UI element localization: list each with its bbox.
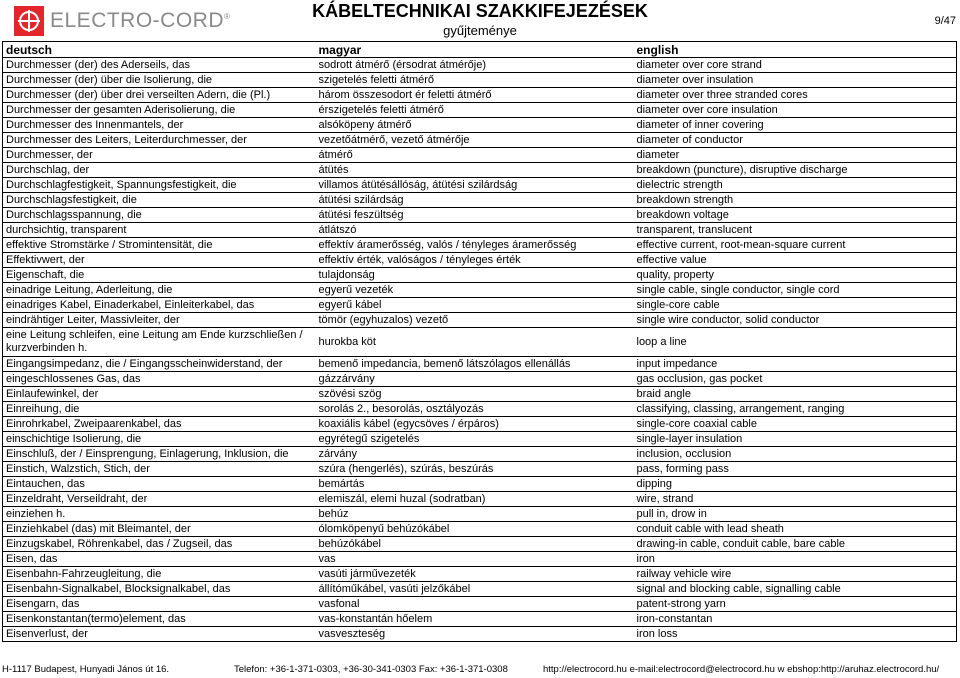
- term-german: Durchmesser (der) über die Isolierung, die: [3, 73, 316, 88]
- term-english: diameter over insulation: [634, 73, 957, 88]
- logo-text: ELECTRO-CORD: [50, 9, 225, 32]
- term-hungarian: tulajdonság: [316, 268, 634, 283]
- footer-phone: Telefon: +36-1-371-0303, +36-30-341-0303 Fax: +36-1-371-0308: [234, 664, 508, 675]
- term-german: Einziehkabel (das) mit Bleimantel, der: [3, 522, 316, 537]
- table-row: [3, 627, 957, 642]
- term-hungarian: átütés: [316, 163, 634, 178]
- term-hungarian: vasfonal: [316, 597, 634, 612]
- term-german: Durchmesser der gesamten Aderisolierung, die: [3, 103, 316, 118]
- term-hungarian: vezetőátmérő, vezető átmérője: [316, 133, 634, 148]
- table-row: [3, 477, 957, 492]
- term-hungarian: átütési feszültség: [316, 208, 634, 223]
- term-hungarian: gázzárvány: [316, 372, 634, 387]
- term-german: eine Leitung schleifen, eine Leitung am Ende kurzschließen / kurzverbinden h.: [3, 328, 316, 357]
- term-english: gas occlusion, gas pocket: [634, 372, 957, 387]
- term-hungarian: állítóműkábel, vasúti jelzőkábel: [316, 582, 634, 597]
- table-row: [3, 88, 957, 103]
- term-german: eingeschlossenes Gas, das: [3, 372, 316, 387]
- term-german: Eisenkonstantan(termo)element, das: [3, 612, 316, 627]
- term-hungarian: elemiszál, elemi huzal (sodratban): [316, 492, 634, 507]
- term-english: effective current, root-mean-square current: [634, 238, 957, 253]
- term-hungarian: tömör (egyhuzalos) vezető: [316, 313, 634, 328]
- term-hungarian: alsóköpeny átmérő: [316, 118, 634, 133]
- term-german: Durchschlagsfestigkeit, die: [3, 193, 316, 208]
- column-header-hungarian: magyar: [316, 42, 634, 58]
- term-english: diameter: [634, 148, 957, 163]
- term-german: Eintauchen, das: [3, 477, 316, 492]
- term-hungarian: érszigetelés feletti átmérő: [316, 103, 634, 118]
- term-hungarian: szigetelés feletti átmérő: [316, 73, 634, 88]
- term-english: single-layer insulation: [634, 432, 957, 447]
- term-english: inclusion, occlusion: [634, 447, 957, 462]
- term-english: loop a line: [634, 328, 957, 357]
- table-row: [3, 253, 957, 268]
- table-row: [3, 103, 957, 118]
- term-english: quality, property: [634, 268, 957, 283]
- term-english: diameter over core insulation: [634, 103, 957, 118]
- table-row: [3, 447, 957, 462]
- term-english: dipping: [634, 477, 957, 492]
- term-hungarian: vas-konstantán hőelem: [316, 612, 634, 627]
- term-german: Durchmesser des Innenmantels, der: [3, 118, 316, 133]
- term-german: Eisenbahn-Fahrzeugleitung, die: [3, 567, 316, 582]
- term-hungarian: vasveszteség: [316, 627, 634, 642]
- term-german: Einzugskabel, Röhrenkabel, das / Zugseil, das: [3, 537, 316, 552]
- term-english: single-core cable: [634, 298, 957, 313]
- term-hungarian: sorolás 2., besorolás, osztályozás: [316, 402, 634, 417]
- term-hungarian: szúra (hengerlés), szúrás, beszúrás: [316, 462, 634, 477]
- term-hungarian: villamos átütésállóság, átütési szilárdság: [316, 178, 634, 193]
- table-row: [3, 283, 957, 298]
- table-row: [3, 223, 957, 238]
- term-german: eindrähtiger Leiter, Massivleiter, der: [3, 313, 316, 328]
- column-header-english: english: [634, 42, 957, 58]
- term-hungarian: hurokba köt: [316, 328, 634, 357]
- table-row: [3, 417, 957, 432]
- term-english: iron-constantan: [634, 612, 957, 627]
- term-hungarian: effektív áramerősség, valós / tényleges áramerősség: [316, 238, 634, 253]
- term-hungarian: behúzókábel: [316, 537, 634, 552]
- term-hungarian: átmérő: [316, 148, 634, 163]
- term-hungarian: zárvány: [316, 447, 634, 462]
- term-hungarian: effektív érték, valóságos / tényleges érték: [316, 253, 634, 268]
- term-german: Durchmesser, der: [3, 148, 316, 163]
- term-german: Eisengarn, das: [3, 597, 316, 612]
- term-german: einziehen h.: [3, 507, 316, 522]
- term-german: Einlaufewinkel, der: [3, 387, 316, 402]
- term-german: Durchmesser des Leiters, Leiterdurchmesser, der: [3, 133, 316, 148]
- term-german: Eisenbahn-Signalkabel, Blocksignalkabel, das: [3, 582, 316, 597]
- page-header: [0, 0, 960, 42]
- logo-registered-mark: ®: [224, 12, 231, 21]
- table-row: [3, 567, 957, 582]
- table-row: [3, 313, 957, 328]
- term-german: Einschluß, der / Einsprengung, Einlagerung, Inklusion, die: [3, 447, 316, 462]
- table-row: [3, 298, 957, 313]
- term-english: wire, strand: [634, 492, 957, 507]
- term-german: Eigenschaft, die: [3, 268, 316, 283]
- term-hungarian: három összesodort ér feletti átmérő: [316, 88, 634, 103]
- page-number: 9/47: [934, 15, 956, 27]
- term-german: Einstich, Walzstich, Stich, der: [3, 462, 316, 477]
- table-row: [3, 432, 957, 447]
- table-row: [3, 492, 957, 507]
- term-english: patent-strong yarn: [634, 597, 957, 612]
- table-row: [3, 612, 957, 627]
- term-english: effective value: [634, 253, 957, 268]
- table-row: [3, 357, 957, 372]
- term-english: drawing-in cable, conduit cable, bare cable: [634, 537, 957, 552]
- footer-web: http://electrocord.hu e-mail:electrocord@electrocord.hu w ebshop:http://aruhaz.electrocord.hu/: [543, 664, 940, 675]
- table-row: [3, 328, 957, 357]
- term-hungarian: átlátszó: [316, 223, 634, 238]
- term-german: Eisen, das: [3, 552, 316, 567]
- term-german: Durchschlagsspannung, die: [3, 208, 316, 223]
- term-hungarian: vasúti járművezeték: [316, 567, 634, 582]
- table-row: [3, 208, 957, 223]
- table-row: [3, 507, 957, 522]
- term-german: Einreihung, die: [3, 402, 316, 417]
- table-header-row: [3, 42, 957, 58]
- term-english: braid angle: [634, 387, 957, 402]
- term-german: effektive Stromstärke / Stromintensität, die: [3, 238, 316, 253]
- term-english: dielectric strength: [634, 178, 957, 193]
- table-row: [3, 522, 957, 537]
- term-english: diameter of inner covering: [634, 118, 957, 133]
- footer-address: H-1117 Budapest, Hunyadi János út 16.: [2, 664, 170, 675]
- table-row: [3, 268, 957, 283]
- term-hungarian: egyerű kábel: [316, 298, 634, 313]
- term-german: Einzeldraht, Verseildraht, der: [3, 492, 316, 507]
- term-english: breakdown (puncture), disruptive discharge: [634, 163, 957, 178]
- term-german: einadriges Kabel, Einaderkabel, Einleiterkabel, das: [3, 298, 316, 313]
- table-row: [3, 462, 957, 477]
- term-hungarian: szövési szög: [316, 387, 634, 402]
- term-english: breakdown voltage: [634, 208, 957, 223]
- term-hungarian: bemenő impedancia, bemenő látszólagos ellenállás: [316, 357, 634, 372]
- term-hungarian: egyrétegű szigetelés: [316, 432, 634, 447]
- term-english: pull in, drow in: [634, 507, 957, 522]
- term-english: transparent, translucent: [634, 223, 957, 238]
- table-row: [3, 387, 957, 402]
- table-row: [3, 163, 957, 178]
- term-hungarian: vas: [316, 552, 634, 567]
- term-german: Eisenverlust, der: [3, 627, 316, 642]
- table-row: [3, 73, 957, 88]
- term-english: signal and blocking cable, signalling cable: [634, 582, 957, 597]
- term-german: einadrige Leitung, Aderleitung, die: [3, 283, 316, 298]
- table-row: [3, 193, 957, 208]
- term-english: breakdown strength: [634, 193, 957, 208]
- document-title: KÁBELTECHNIKAI SZAKKIFEJEZÉSEK: [312, 1, 648, 21]
- table-row: [3, 133, 957, 148]
- term-english: iron loss: [634, 627, 957, 642]
- term-hungarian: átütési szilárdság: [316, 193, 634, 208]
- term-english: diameter over core strand: [634, 58, 957, 73]
- term-hungarian: ólomköpenyű behúzókábel: [316, 522, 634, 537]
- term-english: diameter over three stranded cores: [634, 88, 957, 103]
- term-german: Effektivwert, der: [3, 253, 316, 268]
- glossary-rows: [3, 58, 957, 642]
- term-english: input impedance: [634, 357, 957, 372]
- table-row: [3, 118, 957, 133]
- term-german: Durchmesser (der) über drei verseilten Adern, die (Pl.): [3, 88, 316, 103]
- term-english: single cable, single conductor, single cord: [634, 283, 957, 298]
- term-english: railway vehicle wire: [634, 567, 957, 582]
- column-header-german: deutsch: [3, 42, 316, 58]
- term-english: single-core coaxial cable: [634, 417, 957, 432]
- document-subtitle: gyűjteménye: [443, 23, 517, 38]
- table-row: [3, 178, 957, 193]
- term-hungarian: sodrott átmérő (érsodrat átmérője): [316, 58, 634, 73]
- term-german: durchsichtig, transparent: [3, 223, 316, 238]
- term-english: single wire conductor, solid conductor: [634, 313, 957, 328]
- term-german: Durchmesser (der) des Aderseils, das: [3, 58, 316, 73]
- term-english: classifying, classing, arrangement, ranging: [634, 402, 957, 417]
- table-row: [3, 58, 957, 73]
- table-row: [3, 582, 957, 597]
- glossary-table: [2, 41, 957, 642]
- term-german: Einrohrkabel, Zweipaarenkabel, das: [3, 417, 316, 432]
- table-row: [3, 597, 957, 612]
- term-english: pass, forming pass: [634, 462, 957, 477]
- term-german: einschichtige Isolierung, die: [3, 432, 316, 447]
- term-english: iron: [634, 552, 957, 567]
- table-row: [3, 148, 957, 163]
- term-english: diameter of conductor: [634, 133, 957, 148]
- table-row: [3, 552, 957, 567]
- table-row: [3, 402, 957, 417]
- term-german: Eingangsimpedanz, die / Eingangsscheinwiderstand, der: [3, 357, 316, 372]
- table-row: [3, 372, 957, 387]
- term-hungarian: bemártás: [316, 477, 634, 492]
- term-hungarian: koaxiális kábel (egycsöves / érpáros): [316, 417, 634, 432]
- term-german: Durchschlag, der: [3, 163, 316, 178]
- term-hungarian: egyerű vezeték: [316, 283, 634, 298]
- table-row: [3, 238, 957, 253]
- term-german: Durchschlagfestigkeit, Spannungsfestigkeit, die: [3, 178, 316, 193]
- term-hungarian: behúz: [316, 507, 634, 522]
- term-english: conduit cable with lead sheath: [634, 522, 957, 537]
- table-row: [3, 537, 957, 552]
